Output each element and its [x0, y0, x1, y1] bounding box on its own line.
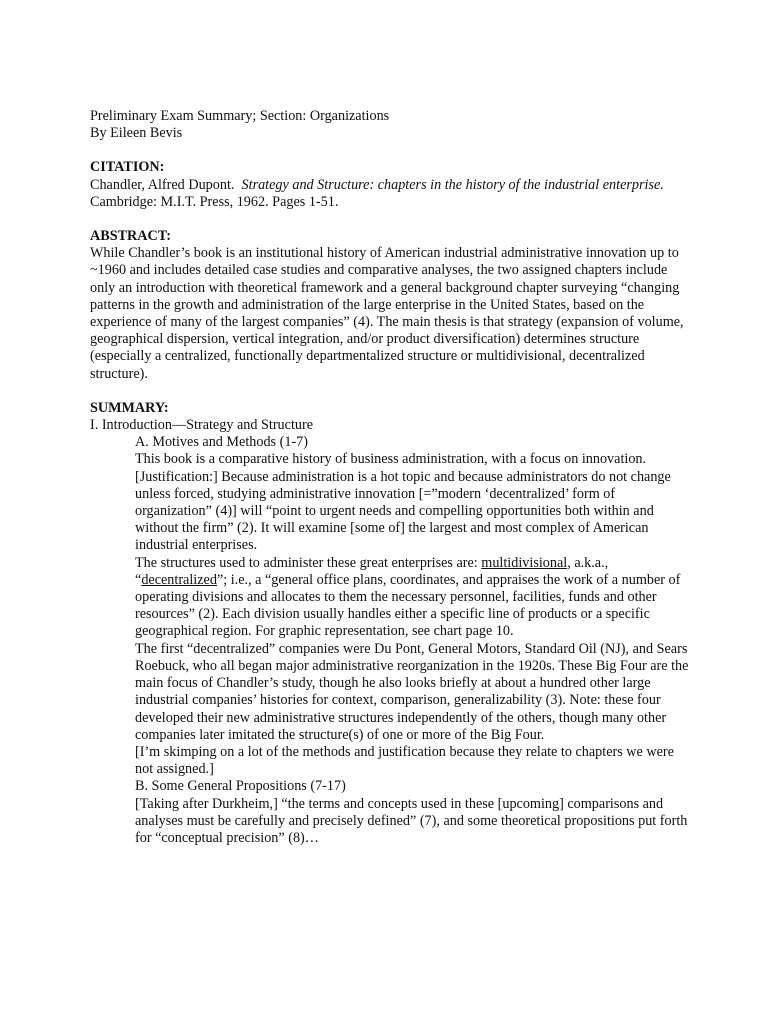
term-multidivisional: multidivisional [481, 554, 568, 571]
paragraph: [I’m skimping on a lot of the methods and justification because they relate to chapters we were not assigned.] [135, 743, 674, 778]
text-run: , a.k.a., “ [135, 554, 609, 588]
spacer [90, 142, 690, 159]
abstract-text: While Chandler’s book is an institutional history of American industrial administrative innovation up to ~1960 and includes detailed case studies and comparative analyses, the two assigned chapters include only an introduction with theoretical framework and a general background chapter surveying “changing patterns in the growth and administration of the large enterprise in the United States, based on the experience of many of the largest companies” (4). The main thesis is that strategy (expansion of volume, geographical dispersion, vertical integration, and/or product diversification) determines structure (especially a centralized, functionally departmentalized structure or multidivisional, decentralized structure). [90, 245, 684, 382]
citation-author: Chandler, Alfred Dupont. [90, 176, 235, 193]
section-heading: I. Introduction—Strategy and Structure [90, 417, 314, 434]
citation-publisher: Cambridge: M.I.T. Press, 1962. Pages 1-51. [90, 193, 339, 210]
paragraph: The first “decentralized” companies were Du Pont, General Motors, Standard Oil (NJ), and Sears Roebuck, who all began major administrative reorganization in the 1920s. These Big Four are the main focus of Chandler’s study, though he also looks briefly at about a hundred other large industrial companies’ histories for context, comparison, generalizability (3). Note: these four developed their new administrative structures independently of the others, though many other companies later imitated the structure(s) of one or more of the Big Four. [135, 640, 689, 743]
citation-title: Strategy and Structure: chapters in the history of the industrial enterprise. [241, 176, 664, 193]
term-decentralized: decentralized [141, 571, 217, 588]
document-title: Preliminary Exam Summary; Section: Organizations [90, 108, 390, 124]
text-run: ”; i.e., a “general office plans, coordinates, and appraises the work of a number of operating divisions and allocates to them the necessary personnel, facilities, funds and other resources” (2). Each division usually handles either a specific line of products or a specific geographical region. For graphic representation, see chart page 10. [135, 571, 681, 640]
citation-text [90, 177, 690, 211]
paragraph [90, 555, 690, 641]
paragraph: This book is a comparative history of business administration, with a focus on innovation. [Justification:] Because administration is a hot topic and because administrators do not change unless forced, studying administrative innovation [=”modern ‘decentralized’ form of organization” (4)] will “point to urgent needs and compelling opportunities both within and without the firm” (2). It will examine [some of] the largest and most complex of American industrial enterprises. [135, 451, 671, 554]
spacer [90, 383, 690, 400]
paragraph: [Taking after Durkheim,] “the terms and concepts used in these [upcoming] comparisons and analyses must be carefully and precisely defined” (7), and some theoretical propositions put forth for “conceptual precision” (8)… [135, 795, 688, 846]
citation-heading: CITATION: [90, 159, 165, 176]
spacer [90, 211, 690, 228]
abstract-heading: ABSTRACT: [90, 228, 171, 245]
text-run: The structures used to administer these great enterprises are: [135, 554, 482, 571]
document-page [90, 108, 690, 847]
subsection-heading-a: A. Motives and Methods (1-7) [135, 434, 308, 451]
summary-heading: SUMMARY: [90, 399, 169, 416]
document-author: By Eileen Bevis [90, 125, 183, 142]
subsection-heading-b: B. Some General Propositions (7-17) [135, 778, 346, 795]
